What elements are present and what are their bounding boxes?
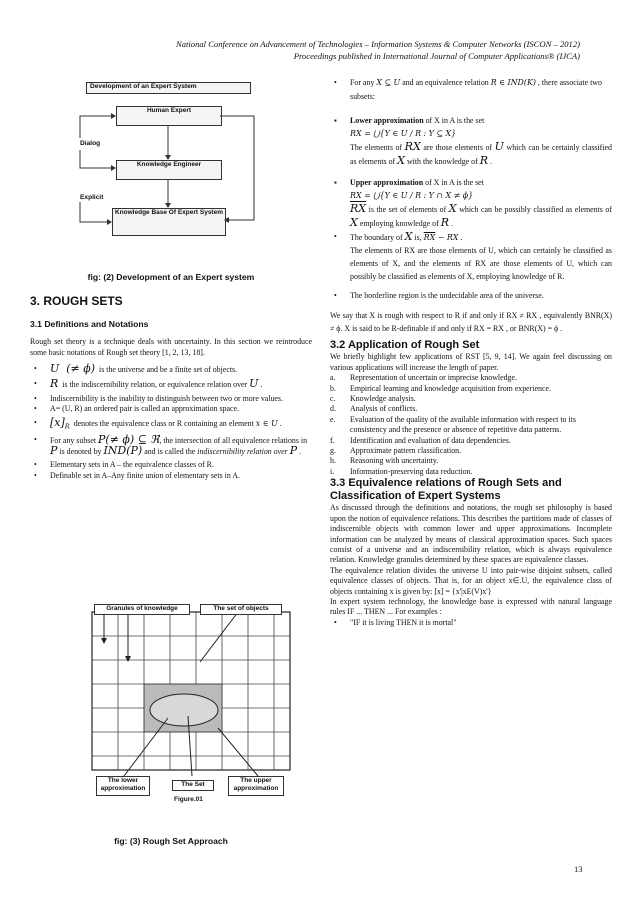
application-text: Representation of uncertain or imprecise knowledge. — [350, 373, 517, 383]
figure-3 — [88, 598, 298, 816]
application-letter: b. — [330, 383, 336, 393]
section-3-3-p3: In expert system technology, the knowledge base is expressed with natural language rules IF ... THEN ... For examples : — [330, 596, 612, 617]
application-item — [330, 446, 612, 456]
example-list — [330, 618, 612, 628]
application-item — [330, 404, 612, 414]
application-item — [330, 415, 612, 436]
application-item — [330, 467, 612, 477]
application-letter: a. — [330, 373, 336, 383]
section-3-title: 3. ROUGH SETS — [30, 294, 123, 309]
approximation-list — [330, 76, 612, 104]
application-letter: d. — [330, 404, 336, 414]
fig3-upper-label: The upper approximation — [228, 776, 284, 796]
fig3-caption: fig: (3) Rough Set Approach — [114, 836, 228, 846]
def-equiv-class: • $[x]_R$ denotes the equivalence class or R containing an element x ∈ U . — [30, 418, 312, 432]
fig3-granules-label: Granules of knowledge — [94, 604, 190, 615]
application-item — [330, 384, 612, 394]
fig3-lower-label: The lower approximation — [96, 776, 150, 796]
section-3-2-intro: We briefly highlight few applications of RST [5, 9, 14]. We again feel discussing on various applications will increase the length of paper. — [330, 352, 612, 372]
application-letter: c. — [330, 394, 336, 404]
def-approx-space: • A= (U, R) an ordered pair is called an approximation space. — [30, 404, 312, 414]
approximation-defs — [330, 114, 612, 301]
application-item — [330, 456, 612, 466]
application-text: Analysis of conflicts. — [350, 404, 418, 414]
def-ind-relation: • For any subset P(≠ ϕ) ⊆ ℜ, the intersection of all equivalence relations in P is denoted by IND(P) and is called the indiscernibility relation over P . — [30, 435, 312, 458]
definitions-list — [30, 364, 312, 481]
application-letter: g. — [330, 446, 336, 456]
application-text: Information-preserving data reduction. — [350, 466, 473, 476]
fig2-dialog-label: Dialog — [80, 140, 101, 147]
def-definable: • Definable set in A–Any finite union of elementary sets in A. — [30, 471, 312, 481]
def-universe: • U (≠ ϕ) is the universe and be a finite set of objects. — [30, 364, 312, 375]
borderline-def: • The borderline region is the undecidable area of the universe. — [330, 291, 612, 301]
section-3-3-p2: The equivalence relation divides the universe U into pair-wise disjoint subsets, called equivalence classes of objects. That is, for an object x∈.U, the equivalence class of objects containing x is given by: [x] = {x'|xE(V)x'} — [330, 565, 612, 596]
fig2-knowledge-base: Knowledge Base Of Expert System — [112, 208, 226, 236]
section-3-3-p1: As discussed through the definitions and notations, the rough set philosophy is based upon the notion of equivalence relations. This describes the partitions made of classes of indiscernible objects with common lower and upper approximations. Incomplete information can be analyzed by means of classical approximation spaces. Such spaces consist of a universe and an indiscernibility relation, which is always equivalence relation. Knowledge granules determined by these spaces are equivalence classes. — [330, 503, 612, 565]
header-line2: Proceedings published in International Journal of Computer Applications® (IJCA) — [293, 51, 580, 61]
application-text: Identification and evaluation of data dependencies. — [350, 435, 511, 445]
any-x-subset: • For any X ⊆ U and an equivalence relation R ∈ IND(K) , there associate two subsets: — [330, 76, 612, 104]
fig2-knowledge-engineer: Knowledge Engineer — [116, 160, 222, 180]
fig2-human-expert: Human Expert — [116, 106, 222, 126]
application-text: Approximate pattern classification. — [350, 446, 462, 456]
def-relation: • R is the indiscernibility relation, or equivalence relation over U . — [30, 379, 312, 390]
fig2-caption: fig: (2) Development of an Expert system — [87, 272, 255, 282]
boundary-def: • The boundary of X is, $\overline{RX}$ − RX . The elements of RX are those elements of U, which can certainly be classified as elements of X, and the elements of RX are those elements of U, which can possibly be classified as elements of X, employing knowledge of R. — [330, 230, 612, 283]
def-elementary: • Elementary sets in A – the equivalence classes of R. — [30, 460, 312, 470]
header-line1: National Conference on Advancement of Technologies – Information Systems & Computer Networks (ISCON – 2012) — [175, 39, 580, 49]
application-item — [330, 394, 612, 404]
application-text: Empirical learning and knowledge acquisition from experience. — [350, 383, 551, 393]
application-item — [330, 373, 612, 383]
application-text: Reasoning with uncertainty. — [350, 456, 439, 466]
def-indiscernibility: • Indiscernibility is the inability to distinguish between two or more values. — [30, 394, 312, 404]
fig3-set-objects-label: The set of objects — [200, 604, 282, 615]
fig3-the-set-label: The Set — [172, 780, 214, 791]
application-letter: e. — [330, 414, 336, 424]
application-letter: f. — [330, 435, 335, 445]
fig3-figure-label: Figure.01 — [174, 796, 203, 803]
lower-approx-def: ▪ Lower approximation of X in A is the set RX = ⋃{Y ∈ U / R : Y ⊆ X} The elements of RX are those elements of U which can be certainly classified as elements of X with the knowledge of R . — [330, 114, 612, 168]
section-3-intro: Rough set theory is a technique deals with uncertainty. In this section we reintroduce some basic notations of Rough set theory [1, 2, 13, 18]. — [30, 337, 312, 357]
application-text: Knowledge analysis. — [350, 394, 416, 404]
upper-approx-def: ▪ Upper approximation of X in A is the set RX = ⋃{Y ∈ U / R : Y ∩ X ≠ ϕ} $\overline{RX}$ is the set of elements of X which can be possibly classified as elements of X employing knowledge of R . — [330, 176, 612, 230]
fig2-explicit-label: Explicit — [80, 194, 104, 201]
application-letter: i. — [330, 466, 335, 476]
page-header — [60, 38, 580, 62]
application-item — [330, 436, 612, 446]
page-number: 13 — [574, 864, 583, 874]
application-text: Evaluation of the quality of the available information with respect to its consistency and the presence or absence of repetitive data patterns. — [350, 414, 576, 435]
application-letter: h. — [330, 456, 336, 466]
rough-definition: We say that X is rough with respect to R if and only if RX ≠ RX , equivalently BNR(X) ≠ ϕ. X is said to be R-definable if and only if RX = RX , or BNR(X) = ϕ . — [330, 311, 612, 334]
section-3-2-title: 3.2 Application of Rough Set — [330, 339, 480, 352]
section-3-3-title: 3.3 Equivalence relations of Rough Sets and Classification of Expert Systems — [330, 477, 562, 503]
subsection-3-1-title: 3.1 Definitions and Notations — [30, 318, 149, 329]
example-rule: • "IF it is living THEN it is mortal" — [330, 618, 612, 628]
applications-list — [330, 373, 612, 477]
fig2-title: Development of an Expert System — [90, 83, 197, 90]
